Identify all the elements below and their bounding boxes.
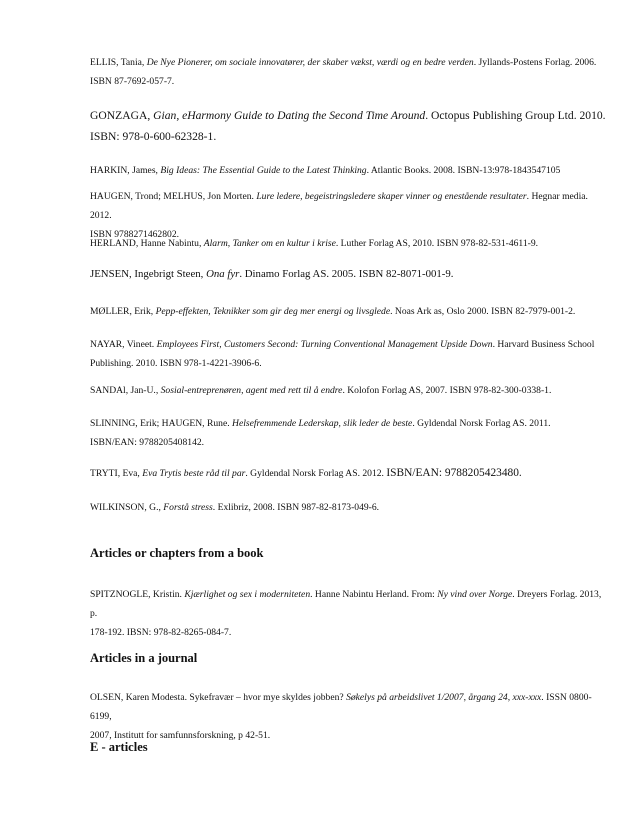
reference-moller bbox=[90, 302, 610, 321]
ref-author: HAUGEN, Trond; MELHUS, Jon Morten. bbox=[90, 191, 257, 202]
ref-title: Big Ideas: The Essential Guide to the Latest Thinking bbox=[160, 165, 367, 176]
ref-book-title: Ny vind over Norge bbox=[437, 589, 513, 600]
ref-author: SLINNING, Erik; HAUGEN, Rune. bbox=[90, 418, 233, 429]
ref-details: 2007, Institutt for samfunnsforskning, p 42-51. bbox=[90, 730, 271, 741]
ref-isbn: ISBN/EAN: 9788205408142. bbox=[90, 437, 205, 448]
reference-gonzaga bbox=[90, 105, 610, 147]
ref-isbn: ISBN/EAN: 9788205423480. bbox=[386, 467, 522, 479]
ref-author: TRYTI, Eva, bbox=[90, 468, 143, 479]
reference-sandal bbox=[90, 381, 610, 400]
ref-isbn: ISBN: 978-0-600-62328-1. bbox=[90, 130, 217, 143]
reference-spitznogle bbox=[90, 585, 610, 642]
ref-isbn: ISBN 9788271462802. bbox=[90, 229, 180, 240]
ref-title: Sosial-entreprenøren, agent med rett til å endre bbox=[160, 385, 343, 396]
reference-olsen bbox=[90, 688, 610, 745]
ref-title: Søkelys på arbeidslivet 1/2007, årgang 24, xxx-xxx bbox=[346, 692, 542, 703]
ref-details: . ISSN 0800-6199, bbox=[90, 692, 592, 722]
ref-title: Eva Trytis beste råd til par bbox=[142, 468, 246, 479]
ref-title: Employees First, Customers Second: Turning Conventional Management Upside Down bbox=[156, 339, 493, 350]
ref-author: NAYAR, Vineet. bbox=[90, 339, 157, 350]
ref-isbn: ISBN 87-7692-057-7. bbox=[90, 76, 175, 87]
ref-details: . Kolofon Forlag AS, 2007. ISBN 978-82-300-0338-1. bbox=[342, 385, 552, 396]
ref-author: HERLAND, Hanne Nabintu, bbox=[90, 238, 204, 249]
ref-author: MØLLER, Erik, bbox=[90, 306, 156, 317]
ref-details: . Luther Forlag AS, 2010. ISBN 978-82-531-4611-9. bbox=[335, 238, 539, 249]
ref-author: HARKIN, James, bbox=[90, 165, 161, 176]
ref-title: De Nye Pionerer, om sociale innovatører, der skaber vækst, værdi og en bedre verden bbox=[146, 57, 474, 68]
ref-isbn: 178-192. IBSN: 978-82-8265-084-7. bbox=[90, 627, 232, 638]
ref-title: Kjærlighet og sex i moderniteten bbox=[184, 589, 311, 600]
section-heading-articles-journal: Articles in a journal bbox=[90, 651, 198, 665]
reference-wilkinson bbox=[90, 498, 610, 517]
ref-title: Alarm, Tanker om en kultur i krise bbox=[203, 238, 336, 249]
reference-tryti bbox=[90, 464, 610, 483]
ref-details: . Jyllands-Postens Forlag. 2006. bbox=[473, 57, 597, 68]
ref-title: Pepp-effekten, Teknikker som gir deg mer energi og livsglede bbox=[155, 306, 391, 317]
section-heading-e-articles: E - articles bbox=[90, 740, 148, 754]
ref-author: ELLIS, Tania, bbox=[90, 57, 147, 68]
ref-author: WILKINSON, G., bbox=[90, 502, 164, 513]
ref-details: . Hegnar media. 2012. bbox=[90, 191, 588, 221]
reference-herland bbox=[90, 234, 610, 253]
ref-author: JENSEN, Ingebrigt Steen, bbox=[90, 268, 207, 280]
reference-jensen bbox=[90, 265, 610, 284]
ref-title: Gian, eHarmony Guide to Dating the Second Time Around bbox=[153, 109, 426, 122]
ref-details: . Hanne Nabintu Herland. From: bbox=[310, 589, 438, 600]
ref-details: . Dreyers Forlag. 2013, p. bbox=[90, 589, 602, 619]
ref-author: SANDAl, Jan-U., bbox=[90, 385, 161, 396]
ref-details: . Octopus Publishing Group Ltd. 2010. bbox=[425, 109, 606, 122]
ref-details: . Atlantic Books. 2008. ISBN-13:978-1843547105 bbox=[366, 165, 561, 176]
ref-author: OLSEN, Karen Modesta. Sykefravær – hvor mye skyldes jobben? bbox=[90, 692, 347, 703]
reference-harkin bbox=[90, 161, 610, 180]
ref-title: Forstå stress bbox=[163, 502, 213, 513]
reference-slinning bbox=[90, 414, 610, 452]
ref-title: Ona fyr bbox=[206, 268, 240, 280]
ref-details: . Dinamo Forlag AS. 2005. ISBN 82-8071-001-9. bbox=[239, 268, 454, 280]
ref-details: . Harvard Business School bbox=[492, 339, 595, 350]
ref-details: . Noas Ark as, Oslo 2000. ISBN 82-7979-001-2. bbox=[390, 306, 576, 317]
ref-title: Lure ledere, begeistringsledere skaper vinner og enestående resultater bbox=[256, 191, 527, 202]
ref-author: SPITZNOGLE, Kristin. bbox=[90, 589, 185, 600]
ref-details: . Gyldendal Norsk Forlag AS. 2011. bbox=[412, 418, 551, 429]
reference-ellis bbox=[90, 53, 610, 91]
ref-title: Helsefremmende Lederskap, slik leder de beste bbox=[232, 418, 413, 429]
ref-isbn: Publishing. 2010. ISBN 978-1-4221-3906-6. bbox=[90, 358, 262, 369]
reference-nayar bbox=[90, 335, 610, 373]
ref-details: . Exlibriz, 2008. ISBN 987-82-8173-049-6. bbox=[212, 502, 380, 513]
ref-details: . Gyldendal Norsk Forlag AS. 2012. bbox=[245, 468, 387, 479]
section-heading-articles-book: Articles or chapters from a book bbox=[90, 546, 264, 560]
ref-author: GONZAGA, bbox=[90, 109, 154, 122]
